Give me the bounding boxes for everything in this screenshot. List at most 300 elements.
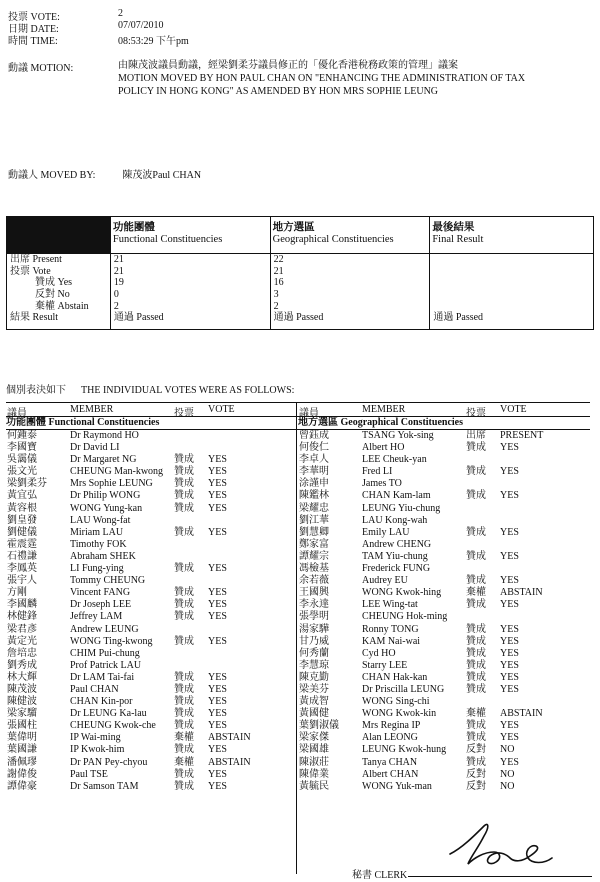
member-row: [298, 539, 590, 551]
vote-english: YES: [500, 550, 519, 562]
member-name-chinese: 吳靄儀: [7, 454, 37, 466]
member-row: [6, 575, 298, 587]
member-row: [6, 539, 298, 551]
member-name-chinese: 李鳳英: [7, 563, 37, 575]
member-name-chinese: 黃宜弘: [7, 490, 37, 502]
member-row: [6, 466, 298, 478]
member-row: [6, 454, 298, 466]
member-row: [298, 744, 590, 756]
member-name-chinese: 王國興: [299, 587, 329, 599]
gc-votes-column: [298, 402, 590, 793]
vote-english: YES: [208, 780, 227, 792]
member-name-chinese: 湯家驊: [299, 623, 329, 635]
member-row: [6, 515, 298, 527]
vote-chinese: 贊成: [466, 647, 486, 659]
vote-english: YES: [500, 671, 519, 683]
gc-column-header: 議員 MEMBER 投票 VOTE: [298, 402, 590, 417]
member-name-chinese: 涂謹申: [299, 478, 329, 490]
moved-by: [8, 166, 201, 181]
fc-votes-column: [6, 402, 298, 793]
member-name-english: LAU Wong-fat: [70, 514, 131, 526]
member-name-chinese: 李慧琼: [299, 659, 329, 671]
member-row: [298, 563, 590, 575]
vote-english: YES: [208, 563, 227, 575]
member-name-english: Vincent FANG: [70, 587, 131, 599]
member-row: [6, 636, 298, 648]
member-name-chinese: 劉秀成: [7, 659, 37, 671]
vote-chinese: 贊成: [174, 683, 194, 695]
member-row: [6, 478, 298, 490]
member-row: [6, 527, 298, 539]
member-name-chinese: 黃毓民: [299, 780, 329, 792]
vote-english: NO: [500, 768, 515, 780]
member-name-chinese: 張國柱: [7, 720, 37, 732]
member-name-english: Dr Margaret NG: [70, 454, 137, 466]
member-row: [6, 503, 298, 515]
vote-english: YES: [208, 683, 227, 695]
member-name-english: LEE Cheuk-yan: [362, 454, 427, 466]
member-row: [6, 648, 298, 660]
vote-chinese: 贊成: [174, 611, 194, 623]
vote-chinese: 贊成: [174, 466, 194, 478]
vote-english: YES: [500, 732, 519, 744]
member-name-chinese: 梁國雄: [299, 744, 329, 756]
member-row: [6, 720, 298, 732]
member-name-english: Paul TSE: [70, 768, 108, 780]
clerk-signature-line: [408, 876, 592, 877]
vote-english: YES: [208, 599, 227, 611]
member-row: [298, 430, 590, 442]
member-row: [298, 551, 590, 563]
member-name-english: IP Kwok-him: [70, 744, 125, 756]
member-name-english: Miriam LAU: [70, 526, 124, 538]
member-name-english: LEUNG Yiu-chung: [362, 502, 441, 514]
member-name-chinese: 張宇人: [7, 575, 37, 587]
vote-english: YES: [208, 768, 227, 780]
member-row: [298, 720, 590, 732]
member-row: [6, 660, 298, 672]
vote-english: YES: [208, 454, 227, 466]
member-row: [298, 684, 590, 696]
member-row: [298, 624, 590, 636]
time-value: 08:53:29 下午pm: [118, 36, 189, 47]
member-name-chinese: 林大輝: [7, 671, 37, 683]
member-name-english: IP Wai-ming: [70, 732, 121, 744]
summary-corner: [7, 217, 111, 254]
member-name-chinese: 張文光: [7, 466, 37, 478]
vote-english: YES: [500, 756, 519, 768]
vote-chinese: 贊成: [174, 454, 194, 466]
member-name-chinese: 石禮謙: [7, 550, 37, 562]
vote-english: PRESENT: [500, 430, 544, 441]
vote-english: YES: [208, 478, 227, 490]
member-name-chinese: 鄭家富: [299, 538, 329, 550]
member-row: [298, 757, 590, 769]
vote-chinese: 贊成: [174, 526, 194, 538]
member-name-chinese: 詹培忠: [7, 647, 37, 659]
member-row: [298, 478, 590, 490]
member-name-chinese: 陳偉業: [299, 768, 329, 780]
vote-chinese: 贊成: [466, 635, 486, 647]
member-name-english: CHEUNG Hok-ming: [362, 611, 448, 623]
vote-chinese: 贊成: [466, 623, 486, 635]
member-name-chinese: 劉江華: [299, 514, 329, 526]
member-name-chinese: 何俊仁: [299, 442, 329, 454]
member-row: [6, 587, 298, 599]
member-name-chinese: 劉健儀: [7, 526, 37, 538]
member-name-chinese: 林健鋒: [7, 611, 37, 623]
member-row: [298, 442, 590, 454]
member-name-chinese: 何秀蘭: [299, 647, 329, 659]
vote-english: YES: [500, 575, 519, 587]
member-name-chinese: 葉偉明: [7, 732, 37, 744]
vote-english: YES: [500, 599, 519, 611]
fc-results: 21 21 19 0 2 通過 Passed: [110, 254, 270, 330]
member-name-english: Dr David LI: [70, 442, 120, 454]
vote-chinese: 贊成: [466, 720, 486, 732]
vote-chinese: 贊成: [174, 635, 194, 647]
vote-chinese: 贊成: [174, 502, 194, 514]
member-row: [6, 442, 298, 454]
member-row: [298, 648, 590, 660]
vote-chinese: 贊成: [466, 671, 486, 683]
vote-chinese: 贊成: [466, 575, 486, 587]
member-name-chinese: 葉國謙: [7, 744, 37, 756]
vote-english: YES: [208, 635, 227, 647]
date-label: 日期 DATE:: [8, 24, 59, 35]
member-name-english: Mrs Sophie LEUNG: [70, 478, 153, 490]
date-value: 07/07/2010: [118, 20, 164, 31]
member-name-chinese: 陳茂波: [7, 683, 37, 695]
clerk-signature: [440, 818, 560, 874]
vote-english: YES: [208, 587, 227, 599]
fc-header: 功能團體 Functional Constituencies: [110, 217, 270, 254]
member-name-english: CHEUNG Man-kwong: [70, 466, 164, 478]
member-name-english: Andrew LEUNG: [70, 623, 139, 635]
member-name-english: Dr Samson TAM: [70, 780, 139, 792]
vote-chinese: 贊成: [174, 490, 194, 502]
member-name-chinese: 余若薇: [299, 575, 329, 587]
vote-chinese: 贊成: [174, 671, 194, 683]
vote-english: YES: [500, 683, 519, 695]
member-row: [298, 527, 590, 539]
vote-chinese: 贊成: [466, 659, 486, 671]
member-name-english: WONG Kwok-hing: [362, 587, 442, 599]
vote-english: YES: [208, 708, 227, 720]
member-name-english: Tanya CHAN: [362, 756, 418, 768]
member-row: [6, 696, 298, 708]
fc-column-header: 議員 MEMBER 投票 VOTE: [6, 402, 298, 417]
member-row: [298, 490, 590, 502]
vote-english: YES: [500, 526, 519, 538]
motion-chinese: 由陳茂波議員動議，經梁劉柔芬議員修正的「優化香港稅務政策的管理」議案: [118, 60, 458, 71]
moved-by-label: 動議人 MOVED BY:: [8, 170, 96, 181]
member-name-english: James TO: [362, 478, 402, 490]
member-name-english: Audrey EU: [362, 575, 408, 587]
summary-labels: 出席 Present 投票 Vote 贊成 Yes 反對 No 棄權 Abstain 結果 Result: [7, 254, 111, 330]
vote-english: ABSTAIN: [500, 587, 543, 599]
member-row: [298, 708, 590, 720]
member-name-chinese: 陳淑莊: [299, 756, 329, 768]
vote-chinese: 反對: [466, 768, 486, 780]
member-row: [298, 611, 590, 623]
vote-english: YES: [500, 490, 519, 502]
member-name-chinese: 曾鈺成: [299, 430, 329, 441]
member-row: [6, 611, 298, 623]
vote-chinese: 贊成: [466, 442, 486, 454]
member-name-chinese: 李國寶: [7, 442, 37, 454]
member-name-english: WONG Ting-kwong: [70, 635, 153, 647]
vote-chinese: 贊成: [466, 756, 486, 768]
vote-english: YES: [208, 466, 227, 478]
vote-english: YES: [208, 671, 227, 683]
vote-chinese: 贊成: [174, 587, 194, 599]
vote-english: YES: [500, 442, 519, 454]
member-name-chinese: 黃國健: [299, 708, 329, 720]
member-name-english: WONG Yuk-man: [362, 780, 432, 792]
member-name-english: Cyd HO: [362, 647, 396, 659]
member-row: [6, 672, 298, 684]
member-name-english: CHAN Kam-lam: [362, 490, 431, 502]
vote-chinese: 贊成: [174, 563, 194, 575]
gc-section-title: 地方選區 Geographical Constituencies: [298, 417, 590, 430]
vote-chinese: 棄權: [174, 756, 194, 768]
member-name-chinese: 劉慧卿: [299, 526, 329, 538]
vote-english: YES: [208, 696, 227, 708]
column-divider: [296, 402, 297, 874]
vote-english: NO: [500, 780, 515, 792]
time-label: 時間 TIME:: [8, 36, 58, 47]
member-name-chinese: 黃容根: [7, 502, 37, 514]
member-name-english: Ronny TONG: [362, 623, 419, 635]
member-name-english: CHAN Kin-por: [70, 696, 133, 708]
member-name-chinese: 梁耀忠: [299, 502, 329, 514]
member-name-english: Timothy FOK: [70, 538, 127, 550]
motion-english-line1: MOTION MOVED BY HON PAUL CHAN ON "ENHANCING THE ADMINISTRATION OF TAX: [118, 73, 526, 84]
vote-chinese: 棄權: [174, 732, 194, 744]
vote-english: YES: [500, 623, 519, 635]
member-name-chinese: 黃定光: [7, 635, 37, 647]
vote-chinese: 贊成: [174, 744, 194, 756]
fc-section-title: 功能團體 Functional Constituencies: [6, 417, 298, 430]
fc-rows: [6, 430, 298, 793]
member-row: [298, 636, 590, 648]
vote-english: YES: [208, 744, 227, 756]
member-row: [298, 672, 590, 684]
vote-chinese: 贊成: [174, 599, 194, 611]
member-name-chinese: 陳鑑林: [299, 490, 329, 502]
vote-english: YES: [500, 720, 519, 732]
member-name-chinese: 李華明: [299, 466, 329, 478]
member-row: [6, 490, 298, 502]
member-row: [298, 769, 590, 781]
member-name-english: Albert HO: [362, 442, 405, 454]
vote-english: YES: [208, 611, 227, 623]
member-name-chinese: 謝偉俊: [7, 768, 37, 780]
mover-name: 陳茂波Paul CHAN: [122, 170, 202, 181]
member-name-english: CHIM Pui-chung: [70, 647, 140, 659]
member-name-english: Abraham SHEK: [70, 550, 136, 562]
vote-chinese: 贊成: [466, 490, 486, 502]
member-row: [6, 744, 298, 756]
member-name-english: LI Fung-ying: [70, 563, 124, 575]
member-row: [6, 624, 298, 636]
member-name-chinese: 方剛: [7, 587, 27, 599]
member-name-english: Fred LI: [362, 466, 393, 478]
member-name-english: WONG Sing-chi: [362, 696, 430, 708]
member-name-english: Prof Patrick LAU: [70, 659, 142, 671]
clerk-label: 秘書 CLERK: [352, 870, 408, 881]
member-name-english: Andrew CHENG: [362, 538, 432, 550]
vote-chinese: 贊成: [466, 550, 486, 562]
member-name-chinese: 陳健波: [7, 696, 37, 708]
member-row: [298, 503, 590, 515]
member-row: [6, 781, 298, 793]
final-header: 最後結果 Final Result: [430, 217, 594, 254]
member-name-english: TAM Yiu-chung: [362, 550, 428, 562]
member-name-chinese: 甘乃威: [299, 635, 329, 647]
member-name-chinese: 梁家騮: [7, 708, 37, 720]
gc-header: 地方選區 Geographical Constituencies: [270, 217, 430, 254]
member-name-chinese: 梁美芬: [299, 683, 329, 695]
member-row: [298, 466, 590, 478]
vote-chinese: 贊成: [466, 599, 486, 611]
vote-english: YES: [208, 502, 227, 514]
vote-english: YES: [500, 647, 519, 659]
member-name-chinese: 劉皇發: [7, 514, 37, 526]
member-name-chinese: 梁君彥: [7, 623, 37, 635]
member-name-chinese: 譚偉豪: [7, 780, 37, 792]
vote-chinese: 贊成: [174, 696, 194, 708]
member-name-chinese: 李國麟: [7, 599, 37, 611]
vote-english: YES: [500, 635, 519, 647]
member-name-chinese: 馮檢基: [299, 563, 329, 575]
vote-chinese: 出席: [466, 430, 486, 441]
member-name-english: Dr Raymond HO: [70, 430, 139, 441]
vote-english: NO: [500, 744, 515, 756]
member-row: [298, 732, 590, 744]
member-row: [298, 587, 590, 599]
vote-english: ABSTAIN: [208, 732, 251, 744]
member-name-chinese: 梁劉柔芬: [7, 478, 47, 490]
vote-english: ABSTAIN: [208, 756, 251, 768]
member-name-english: CHAN Hak-kan: [362, 671, 428, 683]
member-name-english: Dr Priscilla LEUNG: [362, 683, 445, 695]
member-name-english: Albert CHAN: [362, 768, 419, 780]
member-name-chinese: 譚耀宗: [299, 550, 329, 562]
final-result: 通過 Passed: [430, 254, 594, 330]
vote-number-label: 投票 VOTE:: [8, 12, 60, 23]
gc-rows: [298, 430, 590, 793]
member-row: [6, 599, 298, 611]
member-name-english: TSANG Yok-sing: [362, 430, 434, 441]
member-name-english: Starry LEE: [362, 659, 408, 671]
member-name-english: Dr PAN Pey-chyou: [70, 756, 148, 768]
member-name-chinese: 李永達: [299, 599, 329, 611]
vote-chinese: 棄權: [466, 587, 486, 599]
member-row: [6, 551, 298, 563]
member-name-english: LAU Kong-wah: [362, 514, 428, 526]
vote-english: YES: [208, 720, 227, 732]
member-name-english: Paul CHAN: [70, 683, 119, 695]
member-name-english: Dr LEUNG Ka-lau: [70, 708, 147, 720]
member-name-chinese: 黃成智: [299, 696, 329, 708]
member-row: [6, 430, 298, 442]
member-row: [298, 454, 590, 466]
member-name-english: KAM Nai-wai: [362, 635, 421, 647]
member-name-english: Emily LAU: [362, 526, 410, 538]
member-name-chinese: 霍震霆: [7, 538, 37, 550]
member-row: [298, 660, 590, 672]
member-row: [6, 732, 298, 744]
vote-chinese: 贊成: [466, 683, 486, 695]
vote-english: YES: [208, 490, 227, 502]
vote-summary-table: [6, 216, 594, 330]
member-name-english: Tommy CHEUNG: [70, 575, 146, 587]
vote-chinese: 棄權: [466, 708, 486, 720]
motion-english-line2: POLICY IN HONG KONG" AS AMENDED BY HON MRS SOPHIE LEUNG: [118, 86, 439, 97]
member-name-english: Dr LAM Tai-fai: [70, 671, 135, 683]
member-row: [6, 563, 298, 575]
member-row: [298, 575, 590, 587]
member-name-english: Mrs Regina IP: [362, 720, 421, 732]
vote-chinese: 反對: [466, 744, 486, 756]
member-name-chinese: 葉劉淑儀: [299, 720, 339, 732]
vote-chinese: 贊成: [174, 768, 194, 780]
member-name-english: Dr Joseph LEE: [70, 599, 132, 611]
member-row: [298, 696, 590, 708]
vote-chinese: 贊成: [174, 780, 194, 792]
vote-chinese: 反對: [466, 780, 486, 792]
member-name-chinese: 李卓人: [299, 454, 329, 466]
member-row: [6, 684, 298, 696]
member-name-english: Frederick FUNG: [362, 563, 431, 575]
vote-english: ABSTAIN: [500, 708, 543, 720]
vote-chinese: 贊成: [466, 526, 486, 538]
vote-english: YES: [500, 466, 519, 478]
vote-english: YES: [208, 526, 227, 538]
member-name-chinese: 陳克勤: [299, 671, 329, 683]
member-name-english: LEE Wing-tat: [362, 599, 418, 611]
member-name-english: CHEUNG Kwok-che: [70, 720, 156, 732]
member-name-english: Dr Philip WONG: [70, 490, 141, 502]
member-row: [298, 515, 590, 527]
gc-results: 22 21 16 3 2 通過 Passed: [270, 254, 430, 330]
member-name-english: Jeffrey LAM: [70, 611, 123, 623]
member-row: [6, 708, 298, 720]
motion-label: 動議 MOTION:: [8, 63, 74, 74]
member-row: [6, 769, 298, 781]
member-row: [298, 599, 590, 611]
member-name-english: WONG Yung-kan: [70, 502, 143, 514]
member-name-chinese: 潘佩璆: [7, 756, 37, 768]
member-name-english: WONG Kwok-kin: [362, 708, 437, 720]
member-name-english: Alan LEONG: [362, 732, 418, 744]
vote-english: YES: [500, 659, 519, 671]
vote-chinese: 贊成: [174, 720, 194, 732]
member-name-english: LEUNG Kwok-hung: [362, 744, 447, 756]
vote-chinese: 贊成: [174, 478, 194, 490]
vote-number: 2: [118, 8, 123, 19]
member-row: [6, 757, 298, 769]
member-name-chinese: 梁家傑: [299, 732, 329, 744]
member-row: [298, 781, 590, 793]
vote-chinese: 贊成: [174, 708, 194, 720]
vote-chinese: 贊成: [466, 466, 486, 478]
member-name-chinese: 何鍾泰: [7, 430, 37, 441]
individual-votes-title: 個別表決如下 THE INDIVIDUAL VOTES WERE AS FOLLOWS:: [6, 385, 295, 396]
member-name-chinese: 張學明: [299, 611, 329, 623]
